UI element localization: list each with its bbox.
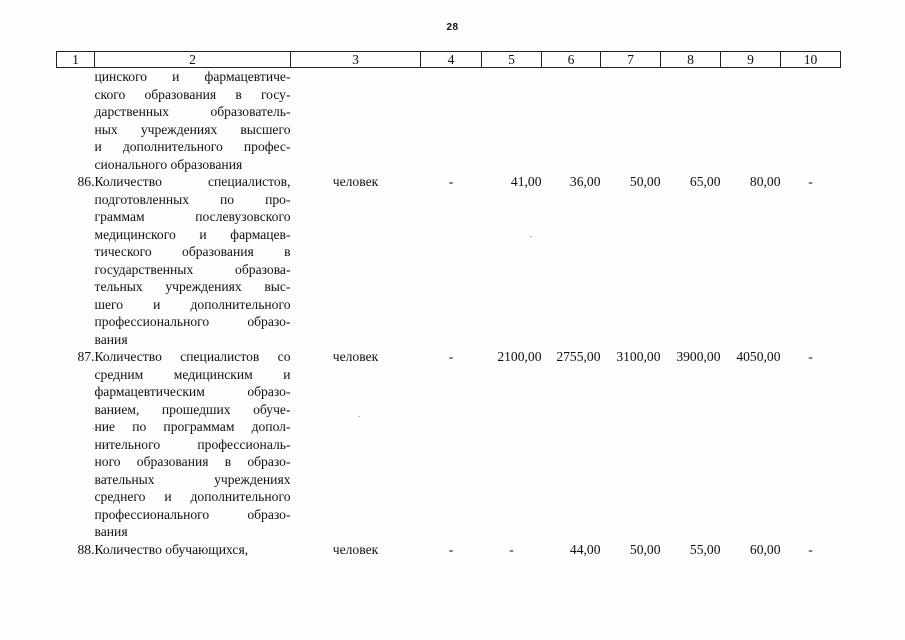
table-body bbox=[57, 68, 841, 559]
column-header: 7 bbox=[601, 52, 661, 68]
value-cell-col8: 3900,00 bbox=[676, 349, 721, 364]
value-cell-col4: - bbox=[448, 349, 454, 364]
value-cell-col8: 65,00 bbox=[689, 174, 721, 189]
description-line: среднего и дополнительного bbox=[94, 489, 291, 504]
value-cell-col5: 41,00 bbox=[510, 174, 542, 189]
description-line: фармацевтическим образо- bbox=[94, 384, 291, 399]
description-line: вания bbox=[94, 331, 128, 347]
description-line: медицинского и фармацев- bbox=[94, 226, 291, 242]
description-line: нительного профессиональ- bbox=[94, 436, 291, 452]
description-line: шего и дополнительного bbox=[94, 296, 291, 312]
column-number-header bbox=[57, 52, 841, 68]
description-line: сионального образования bbox=[94, 156, 243, 172]
description-line: и дополнительного профес- bbox=[94, 139, 291, 154]
unit-cell: человек bbox=[332, 349, 379, 364]
row-number: 86. bbox=[77, 174, 95, 189]
column-header: 8 bbox=[661, 52, 721, 68]
description-line: государственных образова- bbox=[94, 261, 291, 277]
column-header: 6 bbox=[542, 52, 601, 68]
description-line: граммам послевузовского bbox=[94, 209, 291, 224]
indicator-description bbox=[95, 68, 291, 174]
column-header: 1 bbox=[57, 52, 95, 68]
table-row bbox=[57, 68, 841, 174]
table-row bbox=[57, 173, 841, 348]
description-line: ванием, прошедших обуче- bbox=[94, 401, 291, 417]
description-line: тического образования в bbox=[94, 244, 291, 259]
table-row bbox=[57, 348, 841, 541]
scan-speck bbox=[358, 416, 360, 417]
description-line: вания bbox=[94, 524, 128, 539]
value-cell-col9: 80,00 bbox=[749, 174, 781, 189]
value-cell-col10: - bbox=[808, 541, 813, 557]
description-line: ского образования в госу- bbox=[94, 86, 291, 102]
scan-speck bbox=[92, 428, 94, 429]
value-cell-col10 bbox=[781, 68, 841, 174]
value-cell-col8: 55,00 bbox=[689, 541, 721, 557]
indicator-description bbox=[95, 541, 291, 559]
unit-cell: человек bbox=[332, 174, 379, 189]
column-header: 3 bbox=[291, 52, 421, 68]
value-cell-col6: 44,00 bbox=[569, 541, 601, 557]
row-number bbox=[57, 68, 95, 174]
description-line: Количество обучающихся, bbox=[94, 541, 249, 557]
description-line: Количество специалистов, bbox=[94, 174, 291, 189]
indicators-table bbox=[56, 51, 841, 558]
description-line: Количество специалистов со bbox=[94, 349, 291, 364]
description-line: цинского и фармацевтиче- bbox=[94, 69, 291, 84]
row-number: 87. bbox=[77, 349, 95, 364]
column-header: 4 bbox=[421, 52, 482, 68]
column-header: 2 bbox=[95, 52, 291, 68]
value-cell-col6: 2755,00 bbox=[556, 349, 601, 364]
unit-cell bbox=[291, 68, 421, 174]
value-cell-col9: 4050,00 bbox=[736, 349, 781, 364]
value-cell-col5: 2100,00 bbox=[497, 349, 542, 364]
description-line: средним медицинским и bbox=[94, 366, 291, 382]
value-cell-col5 bbox=[482, 68, 542, 174]
indicator-description bbox=[95, 173, 291, 348]
row-number: 88. bbox=[77, 541, 95, 557]
column-header: 5 bbox=[482, 52, 542, 68]
column-header: 9 bbox=[721, 52, 781, 68]
description-line: тельных учреждениях выс- bbox=[94, 279, 291, 294]
page-number: 28 bbox=[446, 22, 459, 33]
value-cell-col8 bbox=[661, 68, 721, 174]
description-line: вательных учреждениях bbox=[94, 471, 291, 487]
value-cell-col6: 36,00 bbox=[569, 174, 601, 189]
value-cell-col6 bbox=[542, 68, 601, 174]
indicator-description bbox=[95, 348, 291, 541]
description-line: дарственных образователь- bbox=[94, 104, 291, 119]
description-line: ного образования в образо- bbox=[94, 454, 291, 469]
table-row bbox=[57, 541, 841, 559]
value-cell-col7 bbox=[601, 68, 661, 174]
value-cell-col7: 50,00 bbox=[629, 174, 661, 189]
value-cell-col4 bbox=[421, 68, 482, 174]
value-cell-col10: - bbox=[808, 174, 813, 189]
description-line: ние по программам допол- bbox=[94, 419, 291, 434]
scan-speck bbox=[530, 236, 532, 237]
description-line: профессионального образо- bbox=[94, 506, 291, 522]
value-cell-col7: 50,00 bbox=[629, 541, 661, 557]
value-cell-col9 bbox=[721, 68, 781, 174]
value-cell-col7: 3100,00 bbox=[616, 349, 661, 364]
value-cell-col4: - bbox=[448, 174, 454, 189]
value-cell-col5: - bbox=[509, 541, 514, 557]
value-cell-col4: - bbox=[448, 541, 454, 557]
description-line: профессионального образо- bbox=[94, 314, 291, 329]
column-header: 10 bbox=[781, 52, 841, 68]
description-line: ных учреждениях высшего bbox=[94, 121, 291, 137]
description-line: подготовленных по про- bbox=[94, 191, 291, 207]
unit-cell: человек bbox=[332, 541, 379, 557]
value-cell-col9: 60,00 bbox=[749, 541, 781, 557]
value-cell-col10: - bbox=[808, 349, 813, 364]
